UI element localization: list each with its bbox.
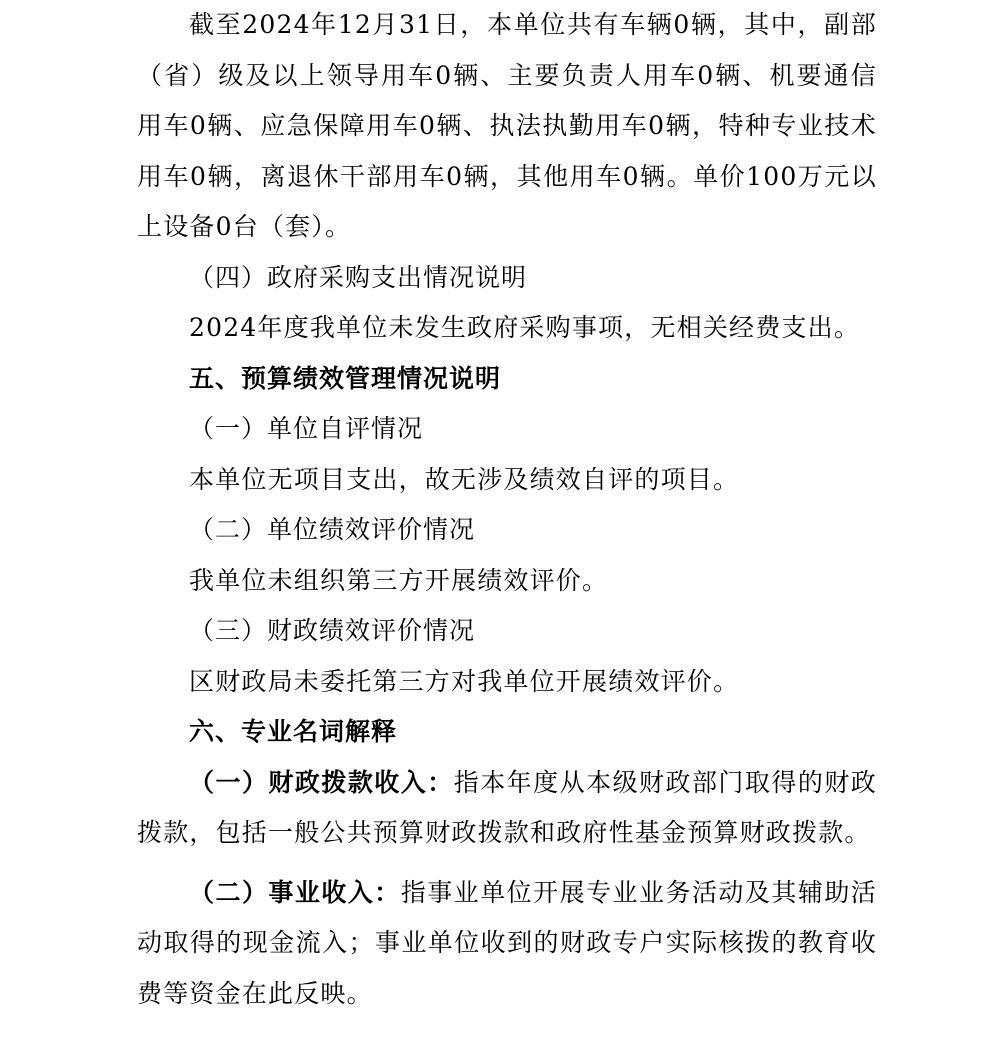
term-2-paragraph [137,868,877,1020]
unit-evaluation-heading: （二）单位绩效评价情况 [189,515,476,544]
term-2-label: （二）事业收入： [189,877,401,907]
finance-evaluation-heading: （三）财政绩效评价情况 [189,616,476,645]
term-2-definition: 指事业单位开展专业业务活动及其辅助活动取得的现金流入；事业单位收到的财政专户实际核拨的教育收费等资金在此反映。 [137,877,877,1008]
term-1-paragraph [137,758,877,859]
finance-evaluation-paragraph: 区财政局未委托第三方对我单位开展绩效评价。 [189,666,740,696]
procurement-paragraph: 2024年度我单位未发生政府采购事项，无相关经费支出。 [189,313,861,342]
procurement-heading: （四）政府采购支出情况说明 [189,262,528,292]
unit-evaluation-paragraph: 我单位未组织第三方开展绩效评价。 [189,565,609,595]
document-page [137,0,877,1019]
self-evaluation-paragraph: 本单位无项目支出，故无涉及绩效自评的项目。 [189,464,740,494]
term-1-definition: 指本年度从本级财政部门取得的财政拨款，包括一般公共预算财政拨款和政府性基金预算财政拨款。 [137,767,877,847]
section-6-heading: 六、专业名词解释 [189,717,398,746]
term-1-label: （一）财政拨款收入： [189,767,454,797]
section-5-heading: 五、预算绩效管理情况说明 [189,363,502,393]
vehicles-paragraph: 截至2024年12月31日，本单位共有车辆0辆，其中，副部（省）级及以上领导用车0辆、主要负责人用车0辆、机要通信用车0辆、应急保障用车0辆、执法执勤用车0辆，特种专业技术用车0辆，离退休干部用车0辆，其他用车0辆。单价100万元以上设备0台（套）。 [137,10,877,241]
self-evaluation-heading: （一）单位自评情况 [189,414,424,443]
